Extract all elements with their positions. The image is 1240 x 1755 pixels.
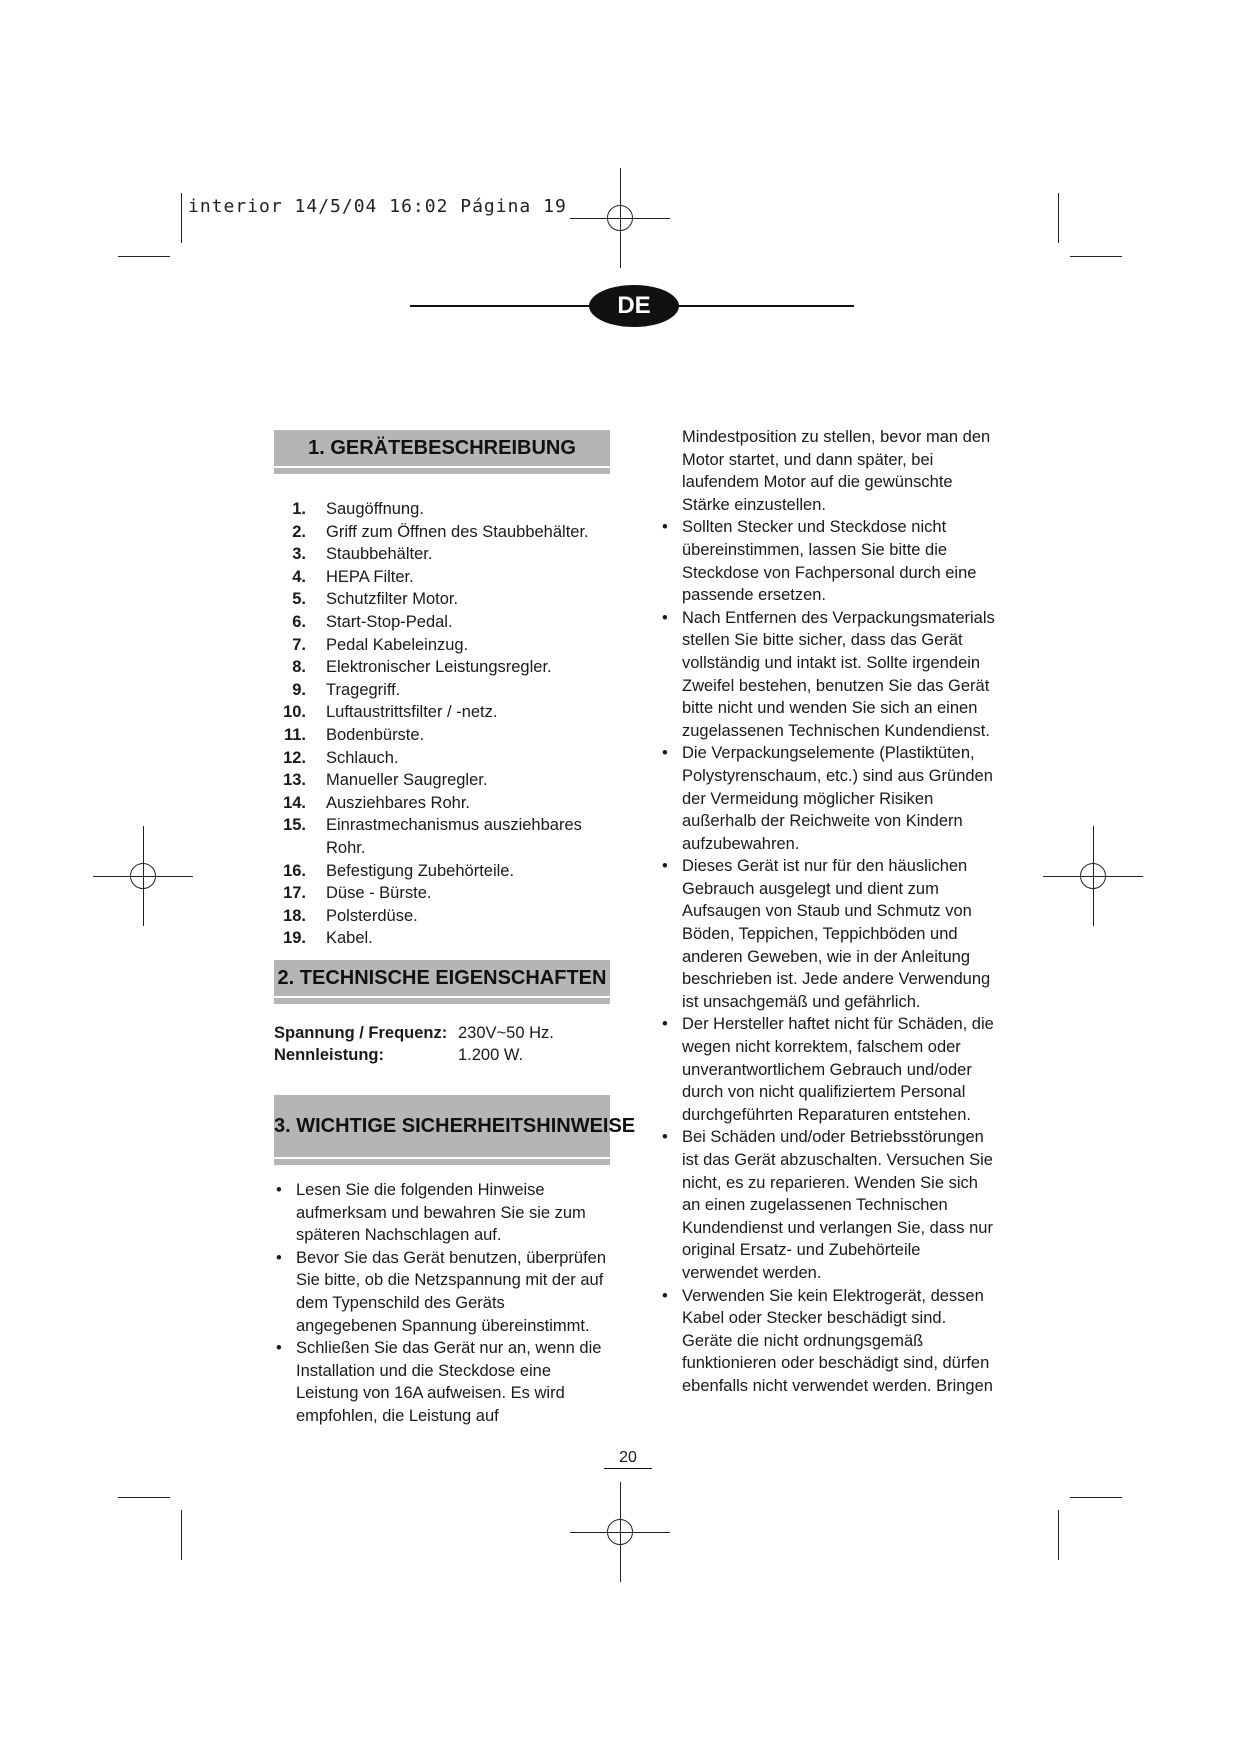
list-item: • Verwenden Sie kein Elektrogerät, dessen Kabel oder Stecker beschädigt sind. Geräte die nicht ordnungsgemäß funktionieren oder beschädigt sind, dürfen ebenfalls nicht verwendet werden. Bringen: [660, 1285, 1000, 1398]
registration-target-right: [1043, 826, 1143, 926]
list-item: 7. Pedal Kabeleinzug.: [292, 635, 469, 654]
list-item: • Sollten Stecker und Steckdose nicht übereinstimmen, lassen Sie bitte die Steckdose von Fachpersonal durch eine passende ersetzen.: [660, 516, 1000, 606]
list-item: 5. Schutzfilter Motor.: [292, 590, 459, 609]
section-2-heading: 2. TECHNISCHE EIGENSCHAFTEN: [274, 960, 610, 998]
list-item: 10. Luftaustrittsfilter / -netz.: [283, 703, 498, 722]
list-item: • Nach Entfernen des Verpackungsmaterials stellen Sie bitte sicher, dass das Gerät vollständig und intakt ist. Sollte irgendein Zweifel bestehen, benutzen Sie das Gerät bitte nicht und wenden Sie sich an einen zugelassenen Technischen Kundendienst.: [660, 607, 1000, 743]
crop-mark-top-right-horizontal: [1070, 256, 1122, 257]
parts-list: [274, 498, 610, 950]
list-item: 1. Saugöffnung.: [292, 500, 424, 518]
list-item: 15. Einrastmechanismus ausziehbares Rohr.: [283, 816, 582, 857]
list-item: 4. HEPA Filter.: [292, 567, 414, 586]
list-item: • Schließen Sie das Gerät nur an, wenn die Installation und die Steckdose eine Leistung von 16A aufweisen. Es wird empfohlen, die Leistung auf: [274, 1337, 610, 1427]
crop-mark-top-right-vertical: [1058, 193, 1059, 243]
crop-mark-bottom-left-vertical: [181, 1510, 182, 1560]
list-item: 9. Tragegriff.: [292, 680, 401, 699]
list-item: • Bevor Sie das Gerät benutzen, überprüfen Sie bitte, ob die Netzspannung mit der auf dem Typenschild des Geräts angegebenen Spannung übereinstimmt.: [274, 1247, 610, 1337]
crop-mark-bottom-right-horizontal: [1070, 1497, 1122, 1498]
list-item: 8. Elektronischer Leistungsregler.: [292, 658, 552, 677]
list-item: • Die Verpackungselemente (Plastiktüten, Polystyrenschaum, etc.) sind aus Gründen der Vermeidung möglicher Risiken außerhalb der Reichweite von Kindern aufzubewahren.: [660, 742, 1000, 855]
list-item: • Dieses Gerät ist nur für den häuslichen Gebrauch ausgelegt und dient zum Aufsaugen von Staub und Schmutz von Böden, Teppichen, Teppichböden und anderen Geweben, wie in der Anleitung beschrieben ist. Jede andere Verwendung ist unsachgemäß und gefährlich.: [660, 855, 1000, 1013]
list-item: • Der Hersteller haftet nicht für Schäden, die wegen nicht korrektem, falschem oder unverantwortlichem Gebrauch und/oder durch von nicht qualifiziertem Personal durchgeführten Reparaturen entstehen.: [660, 1013, 1000, 1126]
list-item: • Lesen Sie die folgenden Hinweise aufmerksam und bewahren Sie sie zum späteren Nachschlagen auf.: [274, 1179, 610, 1247]
language-badge: DE: [589, 285, 679, 327]
list-item: 14. Ausziehbares Rohr.: [283, 793, 470, 812]
safety-list-right: [660, 516, 1000, 1397]
spec-table: [274, 1022, 610, 1067]
list-item: 2. Griff zum Öffnen des Staubbehälter.: [292, 522, 589, 541]
list-item: 11. Bodenbürste.: [283, 725, 425, 744]
crop-mark-top-left-horizontal: [118, 256, 170, 257]
crop-mark-bottom-right-vertical: [1058, 1510, 1059, 1560]
registration-target-bottom: [570, 1482, 670, 1582]
list-item: 19. Kabel.: [283, 929, 373, 948]
list-item: 18. Polsterdüse.: [283, 906, 418, 925]
crop-mark-top-left-vertical: [181, 193, 182, 243]
section-1-heading: 1. GERÄTEBESCHREIBUNG: [274, 430, 610, 468]
continued-paragraph: Mindestposition zu stellen, bevor man den Motor startet, und dann später, bei laufendem Motor auf die gewünschte Stärke einzustellen.: [682, 428, 991, 514]
section-3-heading: 3. WICHTIGE SICHERHEITSHINWEISE: [274, 1095, 610, 1159]
list-item: 16. Befestigung Zubehörteile.: [283, 861, 515, 880]
right-column: [660, 426, 1000, 1398]
crop-mark-bottom-left-horizontal: [118, 1497, 170, 1498]
list-item: 13. Manueller Saugregler.: [283, 771, 488, 790]
spec-row: Spannung / Frequenz: 230V~50 Hz.: [274, 1023, 554, 1042]
page-number: 20: [604, 1448, 652, 1469]
list-item: 12. Schlauch.: [283, 748, 399, 767]
list-item: 3. Staubbehälter.: [292, 545, 433, 564]
list-item: • Bei Schäden und/oder Betriebsstörungen ist das Gerät abzuschalten. Versuchen Sie nicht, es zu reparieren. Wenden Sie sich an einen zugelassenen Technischen Kundendienst und verlangen Sie, dass nur original Ersatz- und Zubehörteile verwendet werden.: [660, 1126, 1000, 1284]
list-item: 6. Start-Stop-Pedal.: [292, 612, 453, 631]
left-column: [274, 430, 636, 1428]
spec-row: Nennleistung: 1.200 W.: [274, 1046, 524, 1065]
printer-slug: interior 14/5/04 16:02 Página 19: [188, 196, 567, 217]
registration-target-top: [570, 168, 670, 268]
safety-list-left: [274, 1179, 610, 1428]
registration-target-left: [93, 826, 193, 926]
list-item: 17. Düse - Bürste.: [283, 884, 432, 903]
